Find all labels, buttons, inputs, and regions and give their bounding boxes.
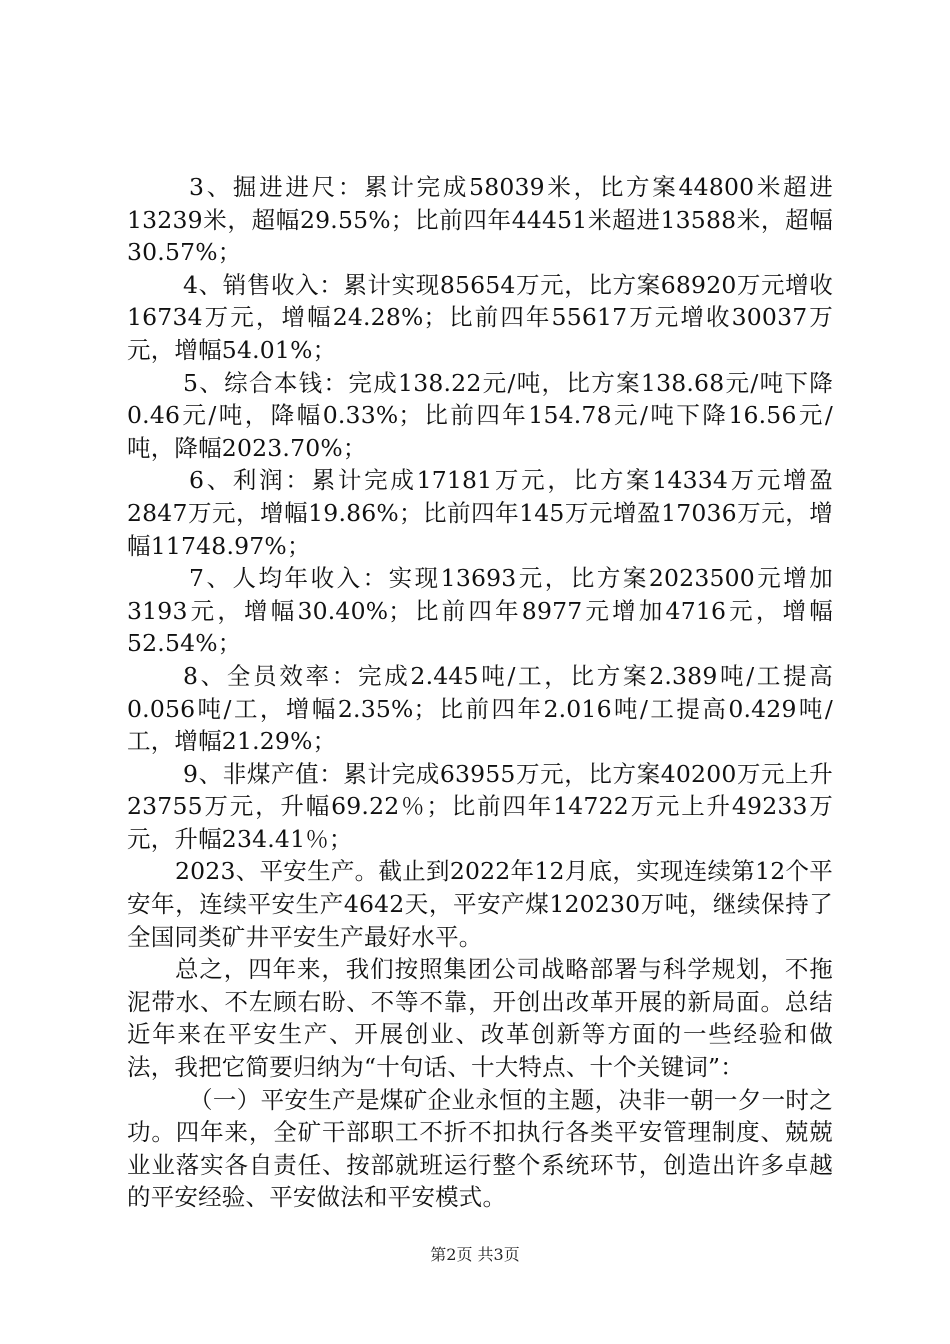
paragraph-section-one: （一）平安生产是煤矿企业永恒的主题，决非一朝一夕一时之功。四年来，全矿干部职工不折不扣执行各类平安管理制度、兢兢业业落实各自责任、按部就班运行整个系统环节，创造出许多卓越的平安经验、平安做法和平安模式。 — [127, 1085, 833, 1212]
paragraph-profit: 6、利润：累计完成17181万元，比方案14334万元增盈2847万元，增幅19.86%；比前四年145万元增盈17036万元，增幅11748.97%； — [127, 466, 833, 560]
paragraph-comprehensive-cost: 5、综合本钱：完成138.22元/吨，比方案138.68元/吨下降0.46元/吨，降幅0.33%；比前四年154.78元/吨下降16.56元/吨，降幅2023.70%； — [127, 368, 833, 462]
page-footer: 第2页 共3页 — [430, 1245, 520, 1264]
paragraph-tunneling: 3、掘进进尺：累计完成58039米，比方案44800米超进13239米，超幅29.55%；比前四年44451米超进13588米，超幅30.57%； — [127, 173, 833, 267]
paragraph-summary: 总之，四年来，我们按照集团公司战略部署与科学规划，不拖泥带水、不左顾右盼、不等不靠，开创出改革开展的新局面。总结近年来在平安生产、开展创业、改革创新等方面的一些经验和做法，我把它简要归纳为“十句话、十大特点、十个关键词”： — [127, 955, 833, 1082]
paragraph-safety-production: 2023、平安生产。截止到2022年12月底，实现连续第12个平安年，连续平安生产4642天，平安产煤120230万吨，继续保持了全国同类矿井平安生产最好水平。 — [127, 857, 833, 951]
paragraph-per-capita-income: 7、人均年收入：实现13693元，比方案2023500元增加3193元，增幅30.40%；比前四年8977元增加4716元，增幅52.54%； — [127, 564, 833, 658]
document-body — [127, 171, 833, 1214]
paragraph-labor-efficiency: 8、全员效率：完成2.445吨/工，比方案2.389吨/工提高0.056吨/工，增幅2.35%；比前四年2.016吨/工提高0.429吨/工，增幅21.29%； — [127, 661, 833, 756]
paragraph-sales-revenue: 4、销售收入：累计实现85654万元，比方案68920万元增收16734万元，增幅24.28%；比前四年55617万元增收30037万元，增幅54.01%； — [127, 270, 833, 364]
paragraph-non-coal-output: 9、非煤产值：累计完成63955万元，比方案40200万元上升23755万元，升幅69.22％；比前四年14722万元上升49233万元，升幅234.41％； — [127, 759, 833, 853]
